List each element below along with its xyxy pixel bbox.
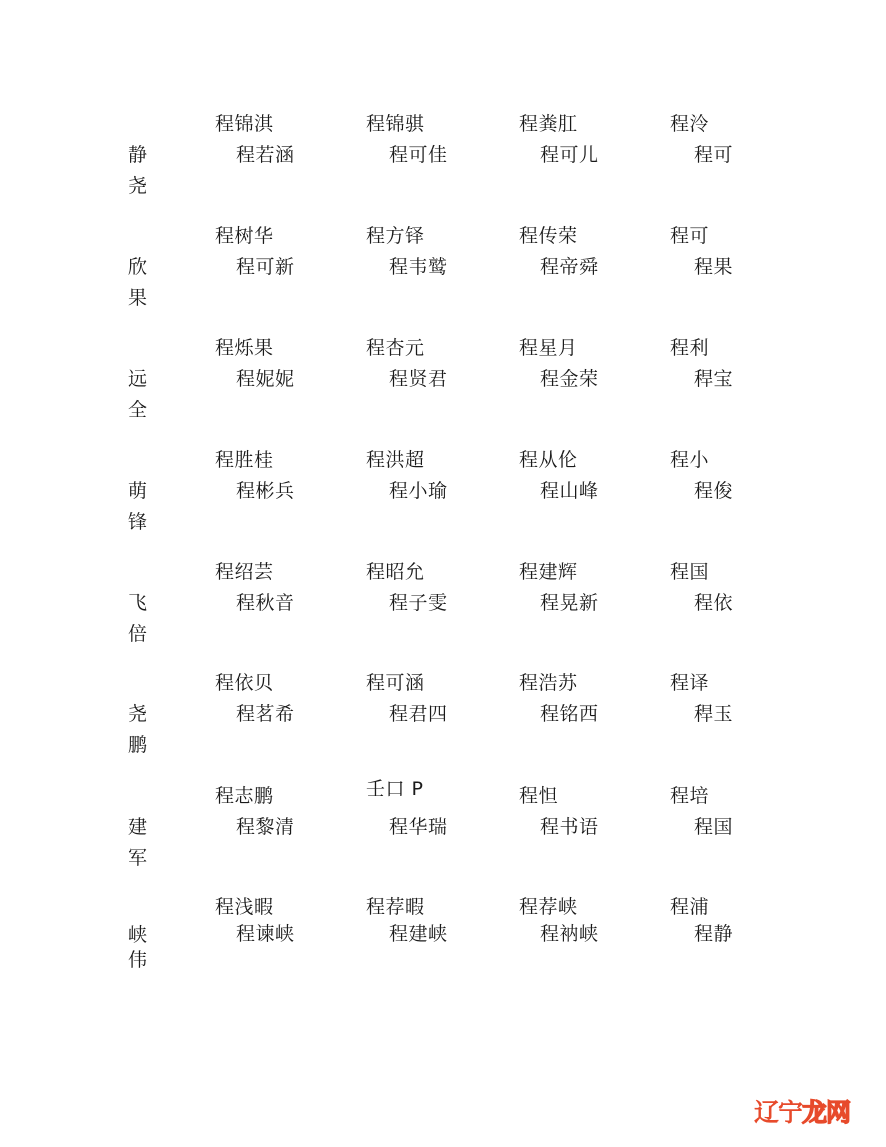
name-entry: 程可儿 <box>540 144 599 166</box>
name-entry: 程铭西 <box>540 703 599 725</box>
name-entry: 程荐峡 <box>519 896 578 918</box>
name-entry: 程绍芸 <box>215 561 274 583</box>
name-entry: 程妮妮 <box>236 368 295 390</box>
name-entry: 程国 <box>670 561 710 583</box>
name-fragment: 欣 <box>128 256 148 278</box>
name-entry: 程浩苏 <box>519 672 578 694</box>
name-entry: 稈宝 <box>694 368 734 390</box>
name-entry: 程泠 <box>670 113 710 135</box>
name-fragment: 峡 <box>128 924 148 946</box>
name-fragment: 全 <box>128 399 148 421</box>
name-entry: 程小瑜 <box>389 480 448 502</box>
name-entry: 程昭允 <box>366 561 425 583</box>
name-entry: 程书语 <box>540 816 599 838</box>
name-entry: 程传荣 <box>519 225 578 247</box>
name-entry: 壬口 P <box>366 778 424 800</box>
name-fragment: 静 <box>128 144 148 166</box>
name-block-2 <box>0 225 886 325</box>
site-watermark-logo <box>754 1093 850 1129</box>
name-entry: 程依贝 <box>215 672 274 694</box>
name-block-5 <box>0 561 886 661</box>
name-entry: 程建辉 <box>519 561 578 583</box>
name-entry: 程志鹏 <box>215 785 274 807</box>
name-entry: 程金荣 <box>540 368 599 390</box>
name-entry: 程可佳 <box>389 144 448 166</box>
name-entry: 程国 <box>694 816 734 838</box>
name-entry: 程可 <box>694 144 734 166</box>
name-entry: 程晃新 <box>540 592 599 614</box>
name-entry: 程韦鹫 <box>389 256 448 278</box>
name-entry: 程粪肛 <box>519 113 578 135</box>
name-entry: 程依 <box>694 592 734 614</box>
name-entry: 程帝舜 <box>540 256 599 278</box>
name-entry: 程小 <box>670 449 710 471</box>
name-entry: 程秋音 <box>236 592 295 614</box>
name-entry: 程贤君 <box>389 368 448 390</box>
name-fragment: 锋 <box>128 511 148 533</box>
name-entry: 程浅暇 <box>215 896 274 918</box>
name-entry: 程彬兵 <box>236 480 295 502</box>
name-entry: 程可新 <box>236 256 295 278</box>
name-entry: 程果 <box>694 256 734 278</box>
name-entry: 程洪超 <box>366 449 425 471</box>
watermark-part-1: 辽宁 <box>753 1098 802 1127</box>
name-entry: 程黎清 <box>236 816 295 838</box>
name-entry: 程烁果 <box>215 337 274 359</box>
name-entry: 程星月 <box>519 337 578 359</box>
name-entry: 程方铎 <box>366 225 425 247</box>
name-entry: 程浦 <box>670 896 710 918</box>
name-fragment: 倍 <box>128 623 148 645</box>
name-entry: 程培 <box>670 785 710 807</box>
name-entry: 程胜桂 <box>215 449 274 471</box>
name-block-7 <box>0 778 886 885</box>
name-fragment: 萌 <box>128 480 148 502</box>
name-entry: 程俊 <box>694 480 734 502</box>
name-fragment: 鹏 <box>128 734 148 756</box>
name-entry: 程建峡 <box>389 923 448 945</box>
name-fragment: 飞 <box>128 592 148 614</box>
name-block-1 <box>0 113 886 213</box>
name-entry: 程利 <box>670 337 710 359</box>
name-block-3 <box>0 337 886 437</box>
name-entry: 程锦骐 <box>366 113 425 135</box>
name-entry: 程树华 <box>215 225 274 247</box>
name-entry: 稈玉 <box>694 703 734 725</box>
name-entry: 程可 <box>670 225 710 247</box>
name-fragment: 建 <box>128 816 148 838</box>
name-block-8 <box>0 896 886 996</box>
name-entry: 程可涵 <box>366 672 425 694</box>
name-fragment: 远 <box>128 368 148 390</box>
name-block-4 <box>0 449 886 549</box>
name-block-6 <box>0 672 886 772</box>
name-entry: 程子雯 <box>389 592 448 614</box>
name-entry: 程译 <box>670 672 710 694</box>
name-entry: 程衲峡 <box>540 923 599 945</box>
name-entry: 程杏元 <box>366 337 425 359</box>
name-fragment: 伟 <box>128 949 148 971</box>
name-fragment: 尧 <box>128 175 148 197</box>
name-entry: 程静 <box>694 923 734 945</box>
watermark-part-2: 龙网 <box>801 1098 850 1127</box>
name-entry: 程荐暇 <box>366 896 425 918</box>
name-entry: 程从伦 <box>519 449 578 471</box>
name-entry: 程若涵 <box>236 144 295 166</box>
name-fragment: 尧 <box>128 703 148 725</box>
name-entry: 程华瑞 <box>389 816 448 838</box>
name-fragment: 果 <box>128 287 148 309</box>
name-entry: 程君四 <box>389 703 448 725</box>
name-entry: 程怛 <box>519 785 559 807</box>
name-entry: 程谏峡 <box>236 923 295 945</box>
name-entry: 程锦淇 <box>215 113 274 135</box>
name-entry: 程茗希 <box>236 703 295 725</box>
name-entry: 程山峰 <box>540 480 599 502</box>
name-fragment: 军 <box>128 847 148 869</box>
